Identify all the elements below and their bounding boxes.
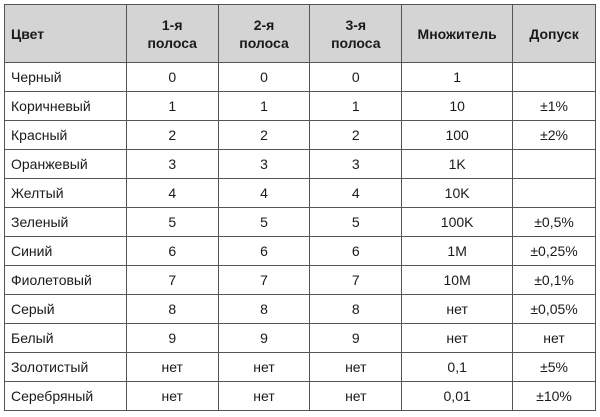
band-2-cell: 6 <box>218 237 310 266</box>
tolerance-cell: ±0,05% <box>513 295 596 324</box>
resistor-color-code-table <box>4 4 596 411</box>
tolerance-cell <box>513 179 596 208</box>
color-cell: Белый <box>5 324 127 353</box>
tolerance-cell: ±1% <box>513 92 596 121</box>
table-row <box>5 92 596 121</box>
table-row <box>5 179 596 208</box>
band-2-cell: 4 <box>218 179 310 208</box>
multiplier-cell: 0,01 <box>402 382 513 411</box>
header-text-line: полоса <box>147 34 197 51</box>
color-cell: Золотистый <box>5 353 127 382</box>
header-text-line: полоса <box>331 34 381 51</box>
band-1-cell: 3 <box>126 150 218 179</box>
band-2-cell: 5 <box>218 208 310 237</box>
band-3-cell: 4 <box>310 179 402 208</box>
header-tolerance <box>513 5 596 63</box>
band-3-cell: 2 <box>310 121 402 150</box>
multiplier-cell: 10M <box>402 266 513 295</box>
tolerance-cell: ±10% <box>513 382 596 411</box>
tolerance-cell: ±2% <box>513 121 596 150</box>
band-2-cell: 1 <box>218 92 310 121</box>
band-2-cell: 0 <box>218 63 310 92</box>
band-3-cell: нет <box>310 382 402 411</box>
band-2-cell: нет <box>218 353 310 382</box>
color-cell: Фиолетовый <box>5 266 127 295</box>
band-1-cell: нет <box>126 353 218 382</box>
table-container <box>4 4 596 411</box>
tolerance-cell <box>513 63 596 92</box>
band-3-cell: 9 <box>310 324 402 353</box>
color-cell: Черный <box>5 63 127 92</box>
band-2-cell: 8 <box>218 295 310 324</box>
table-body <box>5 63 596 411</box>
table-row <box>5 382 596 411</box>
band-3-cell: 1 <box>310 92 402 121</box>
color-cell: Серый <box>5 295 127 324</box>
color-cell: Зеленый <box>5 208 127 237</box>
band-3-cell: 5 <box>310 208 402 237</box>
multiplier-cell: 1M <box>402 237 513 266</box>
multiplier-cell: 0,1 <box>402 353 513 382</box>
band-3-cell: 7 <box>310 266 402 295</box>
multiplier-cell: нет <box>402 324 513 353</box>
header-text-line: полоса <box>239 34 289 51</box>
tolerance-cell: ±0,1% <box>513 266 596 295</box>
header-text-line: Цвет <box>11 25 45 42</box>
band-1-cell: 2 <box>126 121 218 150</box>
band-1-cell: 8 <box>126 295 218 324</box>
band-1-cell: 9 <box>126 324 218 353</box>
band-3-cell: 3 <box>310 150 402 179</box>
band-2-cell: 2 <box>218 121 310 150</box>
multiplier-cell: 1K <box>402 150 513 179</box>
table-row <box>5 121 596 150</box>
header-text-line: 1-я <box>161 16 183 33</box>
band-2-cell: 3 <box>218 150 310 179</box>
band-2-cell: 9 <box>218 324 310 353</box>
table-row <box>5 63 596 92</box>
header-text-line: Множитель <box>417 25 497 42</box>
table-row <box>5 266 596 295</box>
multiplier-cell: 100K <box>402 208 513 237</box>
band-2-cell: нет <box>218 382 310 411</box>
header-band-1 <box>126 5 218 63</box>
multiplier-cell: 100 <box>402 121 513 150</box>
color-cell: Серебряный <box>5 382 127 411</box>
color-cell: Красный <box>5 121 127 150</box>
band-3-cell: 0 <box>310 63 402 92</box>
table-row <box>5 237 596 266</box>
table-row <box>5 324 596 353</box>
header-text-line: Допуск <box>529 25 579 42</box>
header-row <box>5 5 596 63</box>
tolerance-cell: ±5% <box>513 353 596 382</box>
table-row <box>5 353 596 382</box>
color-cell: Желтый <box>5 179 127 208</box>
tolerance-cell <box>513 150 596 179</box>
color-cell: Коричневый <box>5 92 127 121</box>
band-1-cell: 4 <box>126 179 218 208</box>
table-row <box>5 208 596 237</box>
table-row <box>5 150 596 179</box>
multiplier-cell: 10K <box>402 179 513 208</box>
band-2-cell: 7 <box>218 266 310 295</box>
tolerance-cell: нет <box>513 324 596 353</box>
band-3-cell: нет <box>310 353 402 382</box>
header-band-2 <box>218 5 310 63</box>
band-3-cell: 6 <box>310 237 402 266</box>
multiplier-cell: 10 <box>402 92 513 121</box>
band-1-cell: 7 <box>126 266 218 295</box>
header-multiplier <box>402 5 513 63</box>
multiplier-cell: нет <box>402 295 513 324</box>
band-1-cell: 5 <box>126 208 218 237</box>
band-3-cell: 8 <box>310 295 402 324</box>
header-text-line: 2-я <box>253 16 275 33</box>
header-color <box>5 5 127 63</box>
tolerance-cell: ±0,5% <box>513 208 596 237</box>
multiplier-cell: 1 <box>402 63 513 92</box>
band-1-cell: 0 <box>126 63 218 92</box>
color-cell: Оранжевый <box>5 150 127 179</box>
header-text-line: 3-я <box>345 16 367 33</box>
color-cell: Синий <box>5 237 127 266</box>
tolerance-cell: ±0,25% <box>513 237 596 266</box>
band-1-cell: нет <box>126 382 218 411</box>
table-row <box>5 295 596 324</box>
band-1-cell: 6 <box>126 237 218 266</box>
band-1-cell: 1 <box>126 92 218 121</box>
header-band-3 <box>310 5 402 63</box>
